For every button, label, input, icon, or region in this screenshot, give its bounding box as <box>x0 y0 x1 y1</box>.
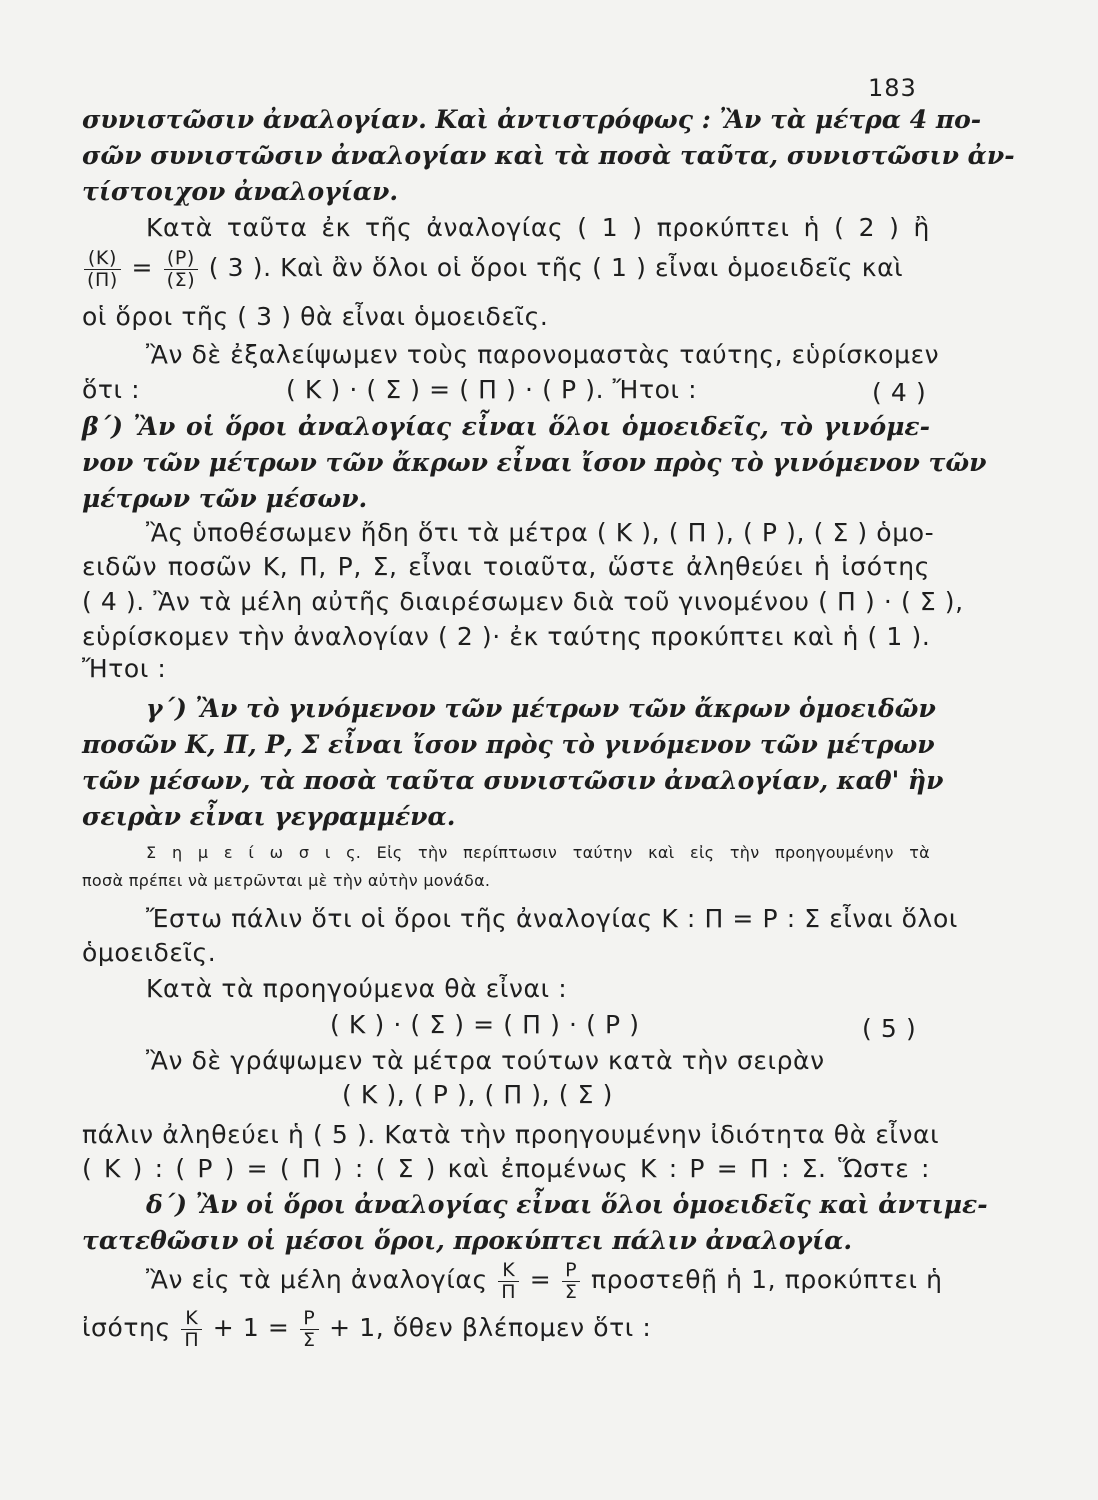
fraction-numerator: Ρ <box>562 1260 581 1282</box>
text-line: Ἂν δὲ γράψωμεν τὰ μέτρα τούτων κατὰ τὴν σειρὰν <box>146 1046 825 1075</box>
fraction-k-over-p <box>498 1260 519 1303</box>
text-line: Κατὰ τὰ προηγούμενα θὰ εἶναι : <box>146 974 568 1003</box>
fraction-numerator: Ρ <box>300 1308 319 1330</box>
text-line: πάλιν ἀληθεύει ἡ ( 5 ). Κατὰ τὴν προηγουμένην ἰδιότητα θὰ εἶναι <box>82 1120 940 1149</box>
text-line-fraction <box>82 1306 930 1351</box>
fraction-denominator: Σ <box>564 1280 578 1303</box>
theorem-line: σειρὰν εἶναι γεγραμμένα. <box>82 802 456 831</box>
note-line: ποσὰ πρέπει νὰ μετρῶνται μὲ τὴν αὐτὴν μονάδα. <box>82 871 491 890</box>
sequence-line: ( Κ ), ( Ρ ), ( Π ), ( Σ ) <box>342 1080 613 1109</box>
theorem-line: ποσῶν Κ, Π, Ρ, Σ εἶναι ἴσον πρὸς τὸ γινόμενον τῶν μέτρων <box>82 730 935 759</box>
page-number: 183 <box>868 74 917 102</box>
fraction-denominator: Π <box>184 1328 200 1351</box>
text-line-fraction <box>82 246 930 291</box>
text-line: Ἤτοι : <box>82 654 167 683</box>
text-line: εὑρίσκομεν τὴν ἀναλογίαν ( 2 )· ἐκ ταύτης προκύπτει καὶ ἡ ( 1 ). <box>82 622 931 651</box>
fraction-numerator: (Ρ) <box>164 248 199 270</box>
text-line: ( 4 ). Ἂν τὰ μέλη αὐτῆς διαιρέσωμεν διὰ τοῦ γινομένου ( Π ) · ( Σ ), <box>82 587 964 616</box>
fraction-r-over-s <box>300 1308 319 1351</box>
theorem-line: δ΄) Ἂν οἱ ὅροι ἀναλογίας εἶναι ὅλοι ὁμοειδεῖς καὶ ἀντιμε- <box>146 1190 988 1219</box>
fraction-k-over-p <box>181 1308 202 1351</box>
equation-number-5: ( 5 ) <box>862 1014 917 1043</box>
equation-5: ( Κ ) · ( Σ ) = ( Π ) · ( Ρ ) <box>330 1010 640 1039</box>
fraction-denominator: Σ <box>303 1328 316 1351</box>
text-line: Ἂν δὲ ἐξαλείψωμεν τοὺς παρονομαστὰς ταύτης, εὑρίσκομεν <box>146 340 940 369</box>
theorem-line: νον τῶν μέτρων τῶν ἄκρων εἶναι ἴσον πρὸς τὸ γινόμενον τῶν <box>82 448 987 477</box>
theorem-line: τῶν μέσων, τὰ ποσὰ ταῦτα συνιστῶσιν ἀναλογίαν, καθ' ἣν <box>82 766 944 795</box>
text-line-start: ὅτι : <box>82 375 141 404</box>
text-segment: προστεθῇ ἡ 1, προκύπτει ἡ <box>591 1265 943 1294</box>
text-line: τίστοιχον ἀναλογίαν. <box>82 177 399 206</box>
equals-sign: = <box>131 253 154 282</box>
text-segment: Ἂν εἰς τὰ μέλη ἀναλογίας <box>146 1265 488 1294</box>
text-segment: + 1, ὅθεν βλέπομεν ὅτι : <box>329 1313 652 1342</box>
text-line: σῶν συνιστῶσιν ἀναλογίαν καὶ τὰ ποσὰ ταῦτα, συνιστῶσιν ἀν- <box>82 141 1015 170</box>
theorem-line: μέτρων τῶν μέσων. <box>82 484 368 513</box>
equation-number-4: ( 4 ) <box>872 378 927 407</box>
theorem-line: β΄) Ἂν οἱ ὅροι ἀναλογίας εἶναι ὅλοι ὁμοειδεῖς, τὸ γινόμε- <box>82 412 930 441</box>
text-line: ὁμοειδεῖς. <box>82 938 217 967</box>
equals-sign: = <box>529 1265 552 1294</box>
fraction-numerator: (Κ) <box>84 248 121 270</box>
text-line: Κατὰ ταῦτα ἐκ τῆς ἀναλογίας ( 1 ) προκύπτει ἡ ( 2 ) ἢ <box>146 213 930 242</box>
text-segment: ἰσότης <box>82 1313 171 1342</box>
theorem-line: τατεθῶσιν οἱ μέσοι ὅροι, προκύπτει πάλιν ἀναλογία. <box>82 1226 853 1255</box>
text-line: Ἔστω πάλιν ὅτι οἱ ὅροι τῆς ἀναλογίας Κ : Π = Ρ : Σ εἶναι ὅλοι <box>146 904 958 933</box>
text-line: ( Κ ) : ( Ρ ) = ( Π ) : ( Σ ) καὶ ἐπομένως Κ : Ρ = Π : Σ. Ὥστε : <box>82 1154 930 1183</box>
text-line-fraction <box>146 1258 943 1303</box>
theorem-line: γ΄) Ἂν τὸ γινόμενον τῶν μέτρων τῶν ἄκρων ὁμοειδῶν <box>146 694 936 723</box>
note-line: Σ η μ ε ί ω σ ι ς. Εἰς τὴν περίπτωσιν ταύτην καὶ εἰς τὴν προηγουμένην τὰ <box>146 843 930 862</box>
fraction-r-over-s <box>562 1260 581 1303</box>
text-segment: ( 3 ). Καὶ ἂν ὅλοι οἱ ὅροι τῆς ( 1 ) εἶναι ὁμοειδεῖς καὶ <box>208 253 904 282</box>
fraction-denominator: Π <box>501 1280 517 1303</box>
text-line: οἱ ὅροι τῆς ( 3 ) θὰ εἶναι ὁμοειδεῖς. <box>82 302 549 331</box>
fraction-numerator: Κ <box>498 1260 519 1282</box>
fraction-r-over-s <box>164 248 199 291</box>
text-line: συνιστῶσιν ἀναλογίαν. Καὶ ἀντιστρόφως : Ἂν τὰ μέτρα 4 πο- <box>82 105 982 134</box>
fraction-denominator: (Σ) <box>166 268 196 291</box>
fraction-k-over-p <box>84 248 121 291</box>
fraction-numerator: Κ <box>181 1308 202 1330</box>
fraction-denominator: (Π) <box>87 268 118 291</box>
text-line: Ἂς ὑποθέσωμεν ἤδη ὅτι τὰ μέτρα ( Κ ), ( Π ), ( Ρ ), ( Σ ) ὁμο- <box>146 518 935 547</box>
equation-4: ( Κ ) · ( Σ ) = ( Π ) · ( Ρ ). Ἤτοι : <box>286 375 698 404</box>
text-line: ειδῶν ποσῶν Κ, Π, Ρ, Σ, εἶναι τοιαῦτα, ὥστε ἀληθεύει ἡ ἰσότης <box>82 552 930 581</box>
text-segment: + 1 = <box>212 1313 290 1342</box>
